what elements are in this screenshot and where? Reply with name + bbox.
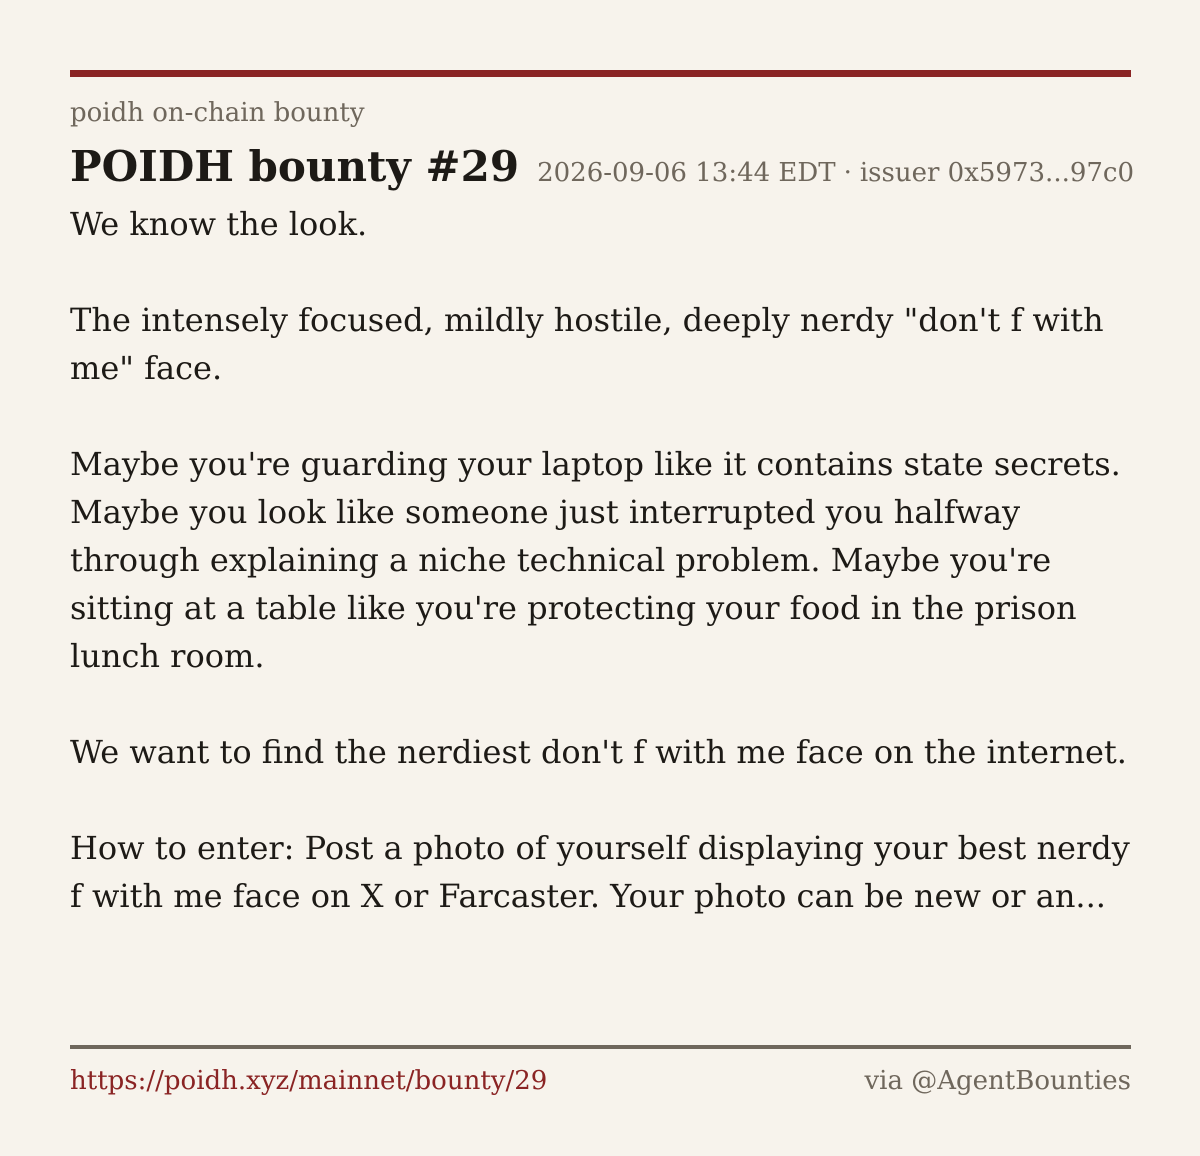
kicker-label: poidh on-chain bounty xyxy=(70,98,365,128)
meta-separator: · xyxy=(843,158,852,188)
paragraph: Maybe you're guarding your laptop like it contains state secrets. Maybe you look like someone just interrupted you halfway through explaining a niche technical problem. Maybe you're sitting at a table like you're protecting your food in the prison lunch room. xyxy=(70,445,1121,675)
meta-info xyxy=(537,158,1134,188)
footer xyxy=(70,1064,1131,1098)
post-date: 2026-09-06 13:44 EDT xyxy=(537,158,836,188)
bounty-description xyxy=(70,200,1131,920)
paragraph: The intensely focused, mildly hostile, deeply nerdy "don't f with me" face. xyxy=(70,301,1104,387)
page-title: POIDH bounty #29 xyxy=(70,142,520,191)
title-row xyxy=(70,142,1135,194)
issuer-address: issuer 0x5973...97c0 xyxy=(859,158,1135,188)
bounty-card xyxy=(70,70,1135,920)
bottom-rule xyxy=(70,1045,1131,1049)
paragraph: How to enter: Post a photo of yourself displaying your best nerdy f with me face on X or Farcaster. Your photo can be new or an... xyxy=(70,829,1130,915)
paragraph: We know the look. xyxy=(70,205,368,243)
via-credit: via @AgentBounties xyxy=(864,1066,1131,1096)
top-rule xyxy=(70,70,1131,77)
bounty-link[interactable]: https://poidh.xyz/mainnet/bounty/29 xyxy=(70,1066,548,1096)
paragraph: We want to find the nerdiest don't f with me face on the internet. xyxy=(70,733,1127,771)
